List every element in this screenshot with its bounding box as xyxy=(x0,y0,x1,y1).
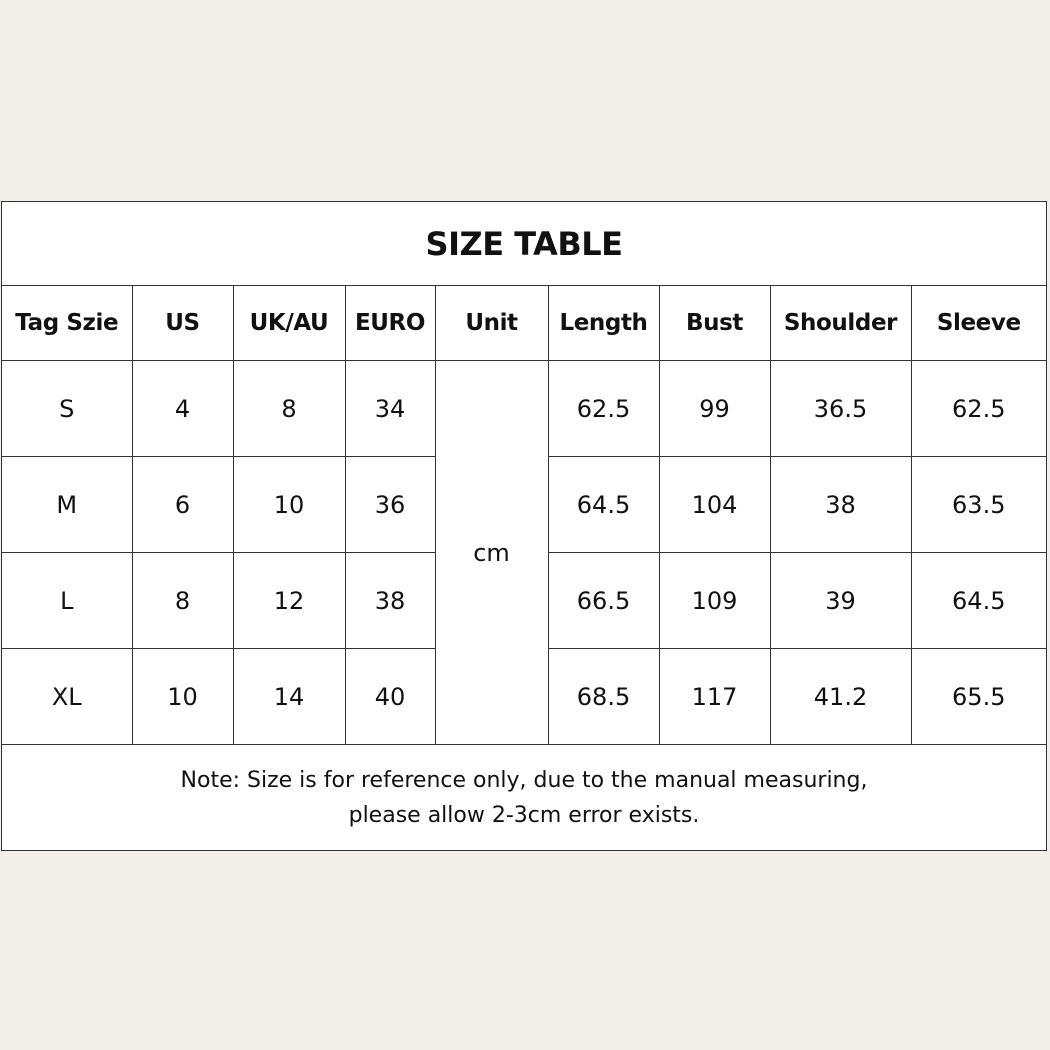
cell-shoulder: 39 xyxy=(770,553,911,649)
cell-length: 64.5 xyxy=(548,457,659,553)
note-line-2: please allow 2-3cm error exists. xyxy=(348,803,700,828)
header-unit: Unit xyxy=(435,285,548,361)
header-euro: EURO xyxy=(345,285,435,361)
cell-euro: 38 xyxy=(345,553,435,649)
cell-bust: 104 xyxy=(659,457,770,553)
cell-sleeve: 65.5 xyxy=(911,649,1046,745)
cell-shoulder: 36.5 xyxy=(770,361,911,457)
cell-uk-au: 14 xyxy=(233,649,345,745)
cell-shoulder: 38 xyxy=(770,457,911,553)
cell-us: 4 xyxy=(132,361,233,457)
size-note xyxy=(2,746,1046,850)
cell-tag: M xyxy=(2,457,132,553)
cell-shoulder: 41.2 xyxy=(770,649,911,745)
cell-bust: 99 xyxy=(659,361,770,457)
header-us: US xyxy=(132,285,233,361)
cell-unit: cm xyxy=(435,361,548,745)
header-tag-size: Tag Szie xyxy=(2,285,132,361)
cell-uk-au: 10 xyxy=(233,457,345,553)
table-title: SIZE TABLE xyxy=(2,202,1046,286)
cell-us: 10 xyxy=(132,649,233,745)
cell-sleeve: 64.5 xyxy=(911,553,1046,649)
cell-length: 68.5 xyxy=(548,649,659,745)
cell-bust: 117 xyxy=(659,649,770,745)
cell-euro: 40 xyxy=(345,649,435,745)
header-length: Length xyxy=(548,285,659,361)
size-grid xyxy=(2,285,1046,745)
header-bust: Bust xyxy=(659,285,770,361)
note-line-1: Note: Size is for reference only, due to the manual measuring, xyxy=(180,768,868,793)
header-uk-au: UK/AU xyxy=(233,285,345,361)
cell-euro: 36 xyxy=(345,457,435,553)
cell-length: 62.5 xyxy=(548,361,659,457)
cell-euro: 34 xyxy=(345,361,435,457)
cell-us: 6 xyxy=(132,457,233,553)
cell-uk-au: 12 xyxy=(233,553,345,649)
cell-uk-au: 8 xyxy=(233,361,345,457)
cell-length: 66.5 xyxy=(548,553,659,649)
cell-sleeve: 63.5 xyxy=(911,457,1046,553)
table-row xyxy=(2,361,1046,457)
header-row xyxy=(2,285,1046,361)
cell-tag: L xyxy=(2,553,132,649)
cell-tag: S xyxy=(2,361,132,457)
cell-bust: 109 xyxy=(659,553,770,649)
header-sleeve: Sleeve xyxy=(911,285,1046,361)
cell-sleeve: 62.5 xyxy=(911,361,1046,457)
cell-tag: XL xyxy=(2,649,132,745)
size-table-card xyxy=(1,201,1047,851)
header-shoulder: Shoulder xyxy=(770,285,911,361)
cell-us: 8 xyxy=(132,553,233,649)
